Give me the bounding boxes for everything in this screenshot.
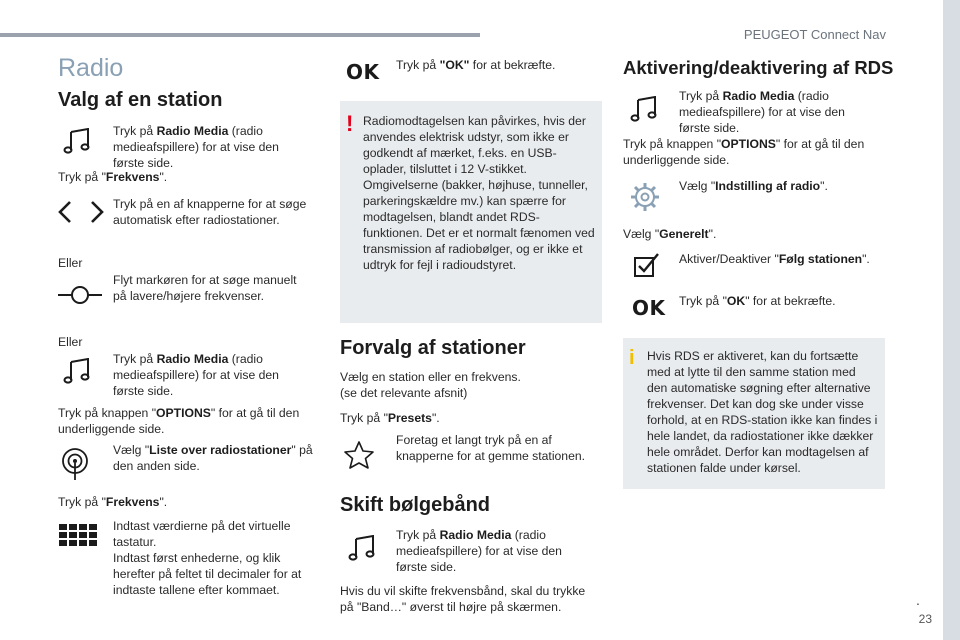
step-band: Hvis du vil skifte frekvensbånd, skal du trykke på "Band…" øverst til højre på skærmen. <box>340 584 586 614</box>
warning-text: Radiomodtagelsen kan påvirkes, hvis der anvendes elektrisk udstyr, som ikke er godkendt af mærket, f.eks. en USB-oplader, tilsluttet i 12 V-stikket. Omgivelserne (bakker, højhuse, tunneller, parkeringskældre mv.) kan spærre for modtagelsen, blandt andet RDS-funktionen. Det er et normalt fænomen ved transmission af radiobølger, og er ikke et udtryk for fejl i radioudstyret. <box>363 114 595 272</box>
step-ok-confirm: Tryk på "OK" for at bekræfte. <box>396 58 556 72</box>
step-general: Vælg "Generelt". <box>623 227 717 241</box>
ok-label: OK <box>346 60 380 84</box>
music-note-icon <box>62 358 92 384</box>
radio-list-icon <box>60 447 90 481</box>
keypad-icon <box>59 524 99 552</box>
info-icon: i <box>629 347 635 369</box>
step-radio-media-3: Tryk på Radio Media (radio medieafspillere) for at vise den første side. <box>396 528 562 574</box>
step-options: Tryk på knappen "OPTIONS" for at gå til den underliggende side. <box>58 406 300 436</box>
step-select-station: Vælg en station eller en frekvens. (se det relevante afsnit) <box>340 370 521 400</box>
or-label-1: Eller <box>58 256 83 270</box>
gear-icon <box>628 180 662 214</box>
step-keypad-1: Indtast værdierne på det virtuelle tastatur. <box>113 519 291 549</box>
star-preset-icon <box>342 440 376 470</box>
step-seek-auto: Tryk på en af knapperne for at søge automatisk efter radiostationer. <box>113 197 307 227</box>
step-radio-media: Tryk på Radio Media (radio medieafspillere) for at vise den første side. <box>113 124 279 170</box>
step-rds-options: Tryk på knappen "OPTIONS" for at gå til den underliggende side. <box>623 137 865 167</box>
section-heading-rds: Aktivering/deaktivering af RDS <box>623 57 894 78</box>
step-frekvens-2: Tryk på "Frekvens". <box>58 495 168 509</box>
music-note-icon <box>629 96 659 122</box>
step-presets: Tryk på "Presets". <box>340 411 440 425</box>
seek-buttons <box>56 200 106 224</box>
frequency-slider-icon <box>56 283 104 307</box>
side-strip <box>943 0 960 640</box>
step-rds-ok: Tryk på "OK" for at bekræfte. <box>679 294 836 308</box>
or-label-2: Eller <box>58 335 83 349</box>
page-title: Radio <box>58 54 124 82</box>
step-follow-station: Aktiver/Deaktiver "Følg stationen". <box>679 252 870 266</box>
section-heading-station: Valg af en station <box>58 89 223 111</box>
warning-icon: ! <box>346 111 354 136</box>
page-marker: . <box>916 592 920 608</box>
header-brand: PEUGEOT Connect Nav <box>743 27 886 42</box>
ok-label-rds: OK <box>632 296 666 320</box>
music-note-icon <box>62 128 92 154</box>
music-note-icon <box>347 535 377 561</box>
step-seek-manual: Flyt markøren for at søge manuelt på lavere/højere frekvenser. <box>113 273 297 303</box>
checkbox-icon <box>633 252 661 278</box>
chevron-right-icon <box>92 202 102 222</box>
step-frekvens-1: Tryk på "Frekvens". <box>58 170 168 184</box>
info-text: Hvis RDS er aktiveret, kan du fortsætte med at lytte til den samme station med den automatiske søgning efter alternative frekvenser. Det kan dog ske under visse forhold, at en RDS-station ikke kan findes i hele landet, da radiostationer ikke dækker hele området. Derfor kan modtagelsen af stationen falde under kørsel. <box>647 349 878 475</box>
page-number: 23 <box>918 612 932 626</box>
step-long-press: Foretag et langt tryk på en af knapperne for at gemme stationen. <box>396 433 586 463</box>
step-station-list: Vælg "Liste over radiostationer" på den anden side. <box>113 443 313 473</box>
chevron-left-icon <box>60 202 70 222</box>
section-heading-band: Skift bølgebånd <box>340 494 490 516</box>
section-heading-presets: Forvalg af stationer <box>340 337 526 359</box>
top-rule <box>0 33 480 37</box>
step-rds-radio-media: Tryk på Radio Media (radio medieafspillere) for at vise den første side. <box>679 89 845 135</box>
step-radio-media-2: Tryk på Radio Media (radio medieafspillere) for at vise den første side. <box>113 352 279 398</box>
step-radio-settings: Vælg "Indstilling af radio". <box>679 179 828 193</box>
step-keypad-2: Indtast først enhederne, og klik herefter på feltet til decimaler for at indtaste tallene efter kommaet. <box>113 551 302 597</box>
